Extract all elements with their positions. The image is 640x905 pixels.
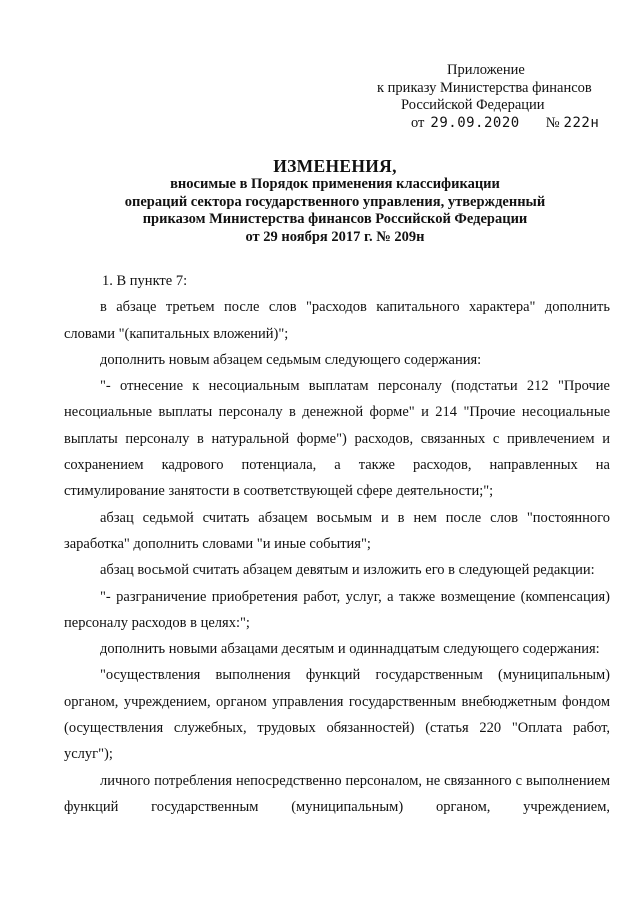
appendix-header (377, 62, 617, 132)
paragraph-2: в абзаце третьем после слов "расходов капитального характера" дополнить словами "(капитальных вложений)"; (64, 299, 610, 342)
title-line-4: от 29 ноября 2017 г. № 209н (245, 228, 425, 245)
number-value: 222н (563, 114, 600, 131)
paragraph-7: "- разграничение приобретения работ, услуг, а также возмещение (компенсация) персоналу расходов в целях:"; (64, 588, 610, 631)
appendix-date-number (377, 115, 617, 133)
appendix-title: Приложение (447, 62, 525, 78)
title-line-2: операций сектора государственного управления, утвержденный (124, 193, 546, 210)
document-title (60, 156, 610, 246)
paragraph-6: абзац восьмой считать абзацем девятым и изложить его в следующей редакции: (100, 562, 595, 579)
number-label: № (545, 114, 560, 131)
title-line-3: приказом Министерства финансов Российской Федерации (142, 211, 528, 227)
document-body (64, 268, 610, 820)
appendix-order-ref: к приказу Министерства финансов (377, 79, 592, 96)
date-label: от (411, 114, 425, 131)
paragraph-3: дополнить новым абзацем седьмым следующего содержания: (100, 351, 482, 368)
title-line-1: вносимые в Порядок применения классификации (170, 176, 500, 192)
paragraph-8: дополнить новыми абзацами десятым и одиннадцатым следующего содержания: (100, 641, 600, 658)
date-value: 29.09.2020 (430, 114, 520, 131)
paragraph-4: "- отнесение к несоциальным выплатам персоналу (подстатьи 212 "Прочие несоциальные выплаты персоналу в денежной форме" и 214 "Прочие несоциальные выплаты персоналу в натуральной форме") расходов, связанных с привлечением и сохранением кадрового потенциала, а также расходов, направленных на стимулирование занятости в соответствующей сфере деятельности;"; (64, 378, 610, 500)
title-main: ИЗМЕНЕНИЯ, (273, 156, 397, 176)
paragraph-10: личного потребления непосредственно персоналом, не связанного с выполнением функций государственным (муниципальным) органом, учреждением, (64, 772, 610, 815)
paragraph-1: 1. В пункте 7: (102, 273, 188, 289)
paragraph-5: абзац седьмой считать абзацем восьмым и в нем после слов "постоянного заработка" дополнить словами "и иные события"; (64, 509, 610, 552)
appendix-country: Российской Федерации (401, 97, 545, 113)
paragraph-9: "осуществления выполнения функций государственным (муниципальным) органом, учреждением, органом управления государственным внебюджетным фондом (осуществления служебных, трудовых обязанностей) (статья 220 "Оплата работ, услуг"); (64, 667, 610, 763)
